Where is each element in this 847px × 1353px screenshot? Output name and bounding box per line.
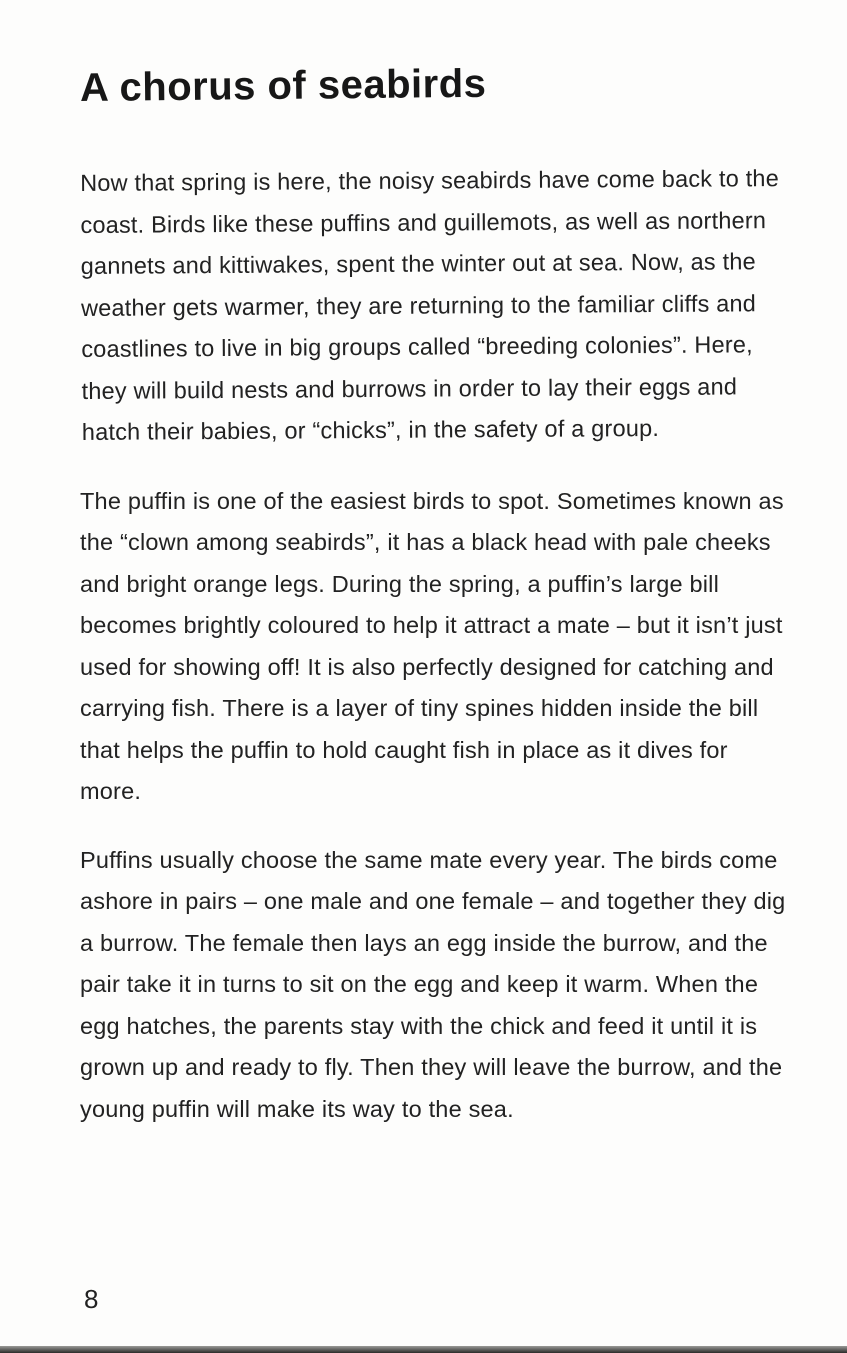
body-text	[80, 163, 791, 1130]
paragraph-2: The puffin is one of the easiest birds to spot. Sometimes known as the “clown among seabirds”, it has a black head with pale cheeks and bright orange legs. During the spring, a puffin’s large bill becomes brightly coloured to help it attract a mate – but it isn’t just used for showing off! It is also perfectly designed for catching and carrying fish. There is a layer of tiny spines hidden inside the bill that helps the puffin to hold caught fish in place as it dives for more.	[80, 487, 784, 804]
page-edge	[0, 1346, 847, 1353]
page-number: 8	[84, 1284, 99, 1314]
paragraph-1: Now that spring is here, the noisy seabirds have come back to the coast. Birds like these puffins and guillemots, as well as northern gannets and kittiwakes, spent the winter out at sea. Now, as the weather gets warmer, they are returning to the familiar cliffs and coastlines to live in big groups called “breeding colonies”. Here, they will build nests and burrows in order to lay their eggs and hatch their babies, or “chicks”, in the safety of a group.	[80, 165, 779, 445]
paragraph-3: Puffins usually choose the same mate every year. The birds come ashore in pairs – one male and one female – and together they dig a burrow. The female then lays an egg inside the burrow, and the pair take it in turns to sit on the egg and keep it warm. When the egg hatches, the parents stay with the chick and feed it until it is grown up and ready to fly. Then they will leave the burrow, and the young puffin will make its way to the sea.	[80, 846, 786, 1122]
page-title: A chorus of seabirds	[79, 61, 487, 110]
